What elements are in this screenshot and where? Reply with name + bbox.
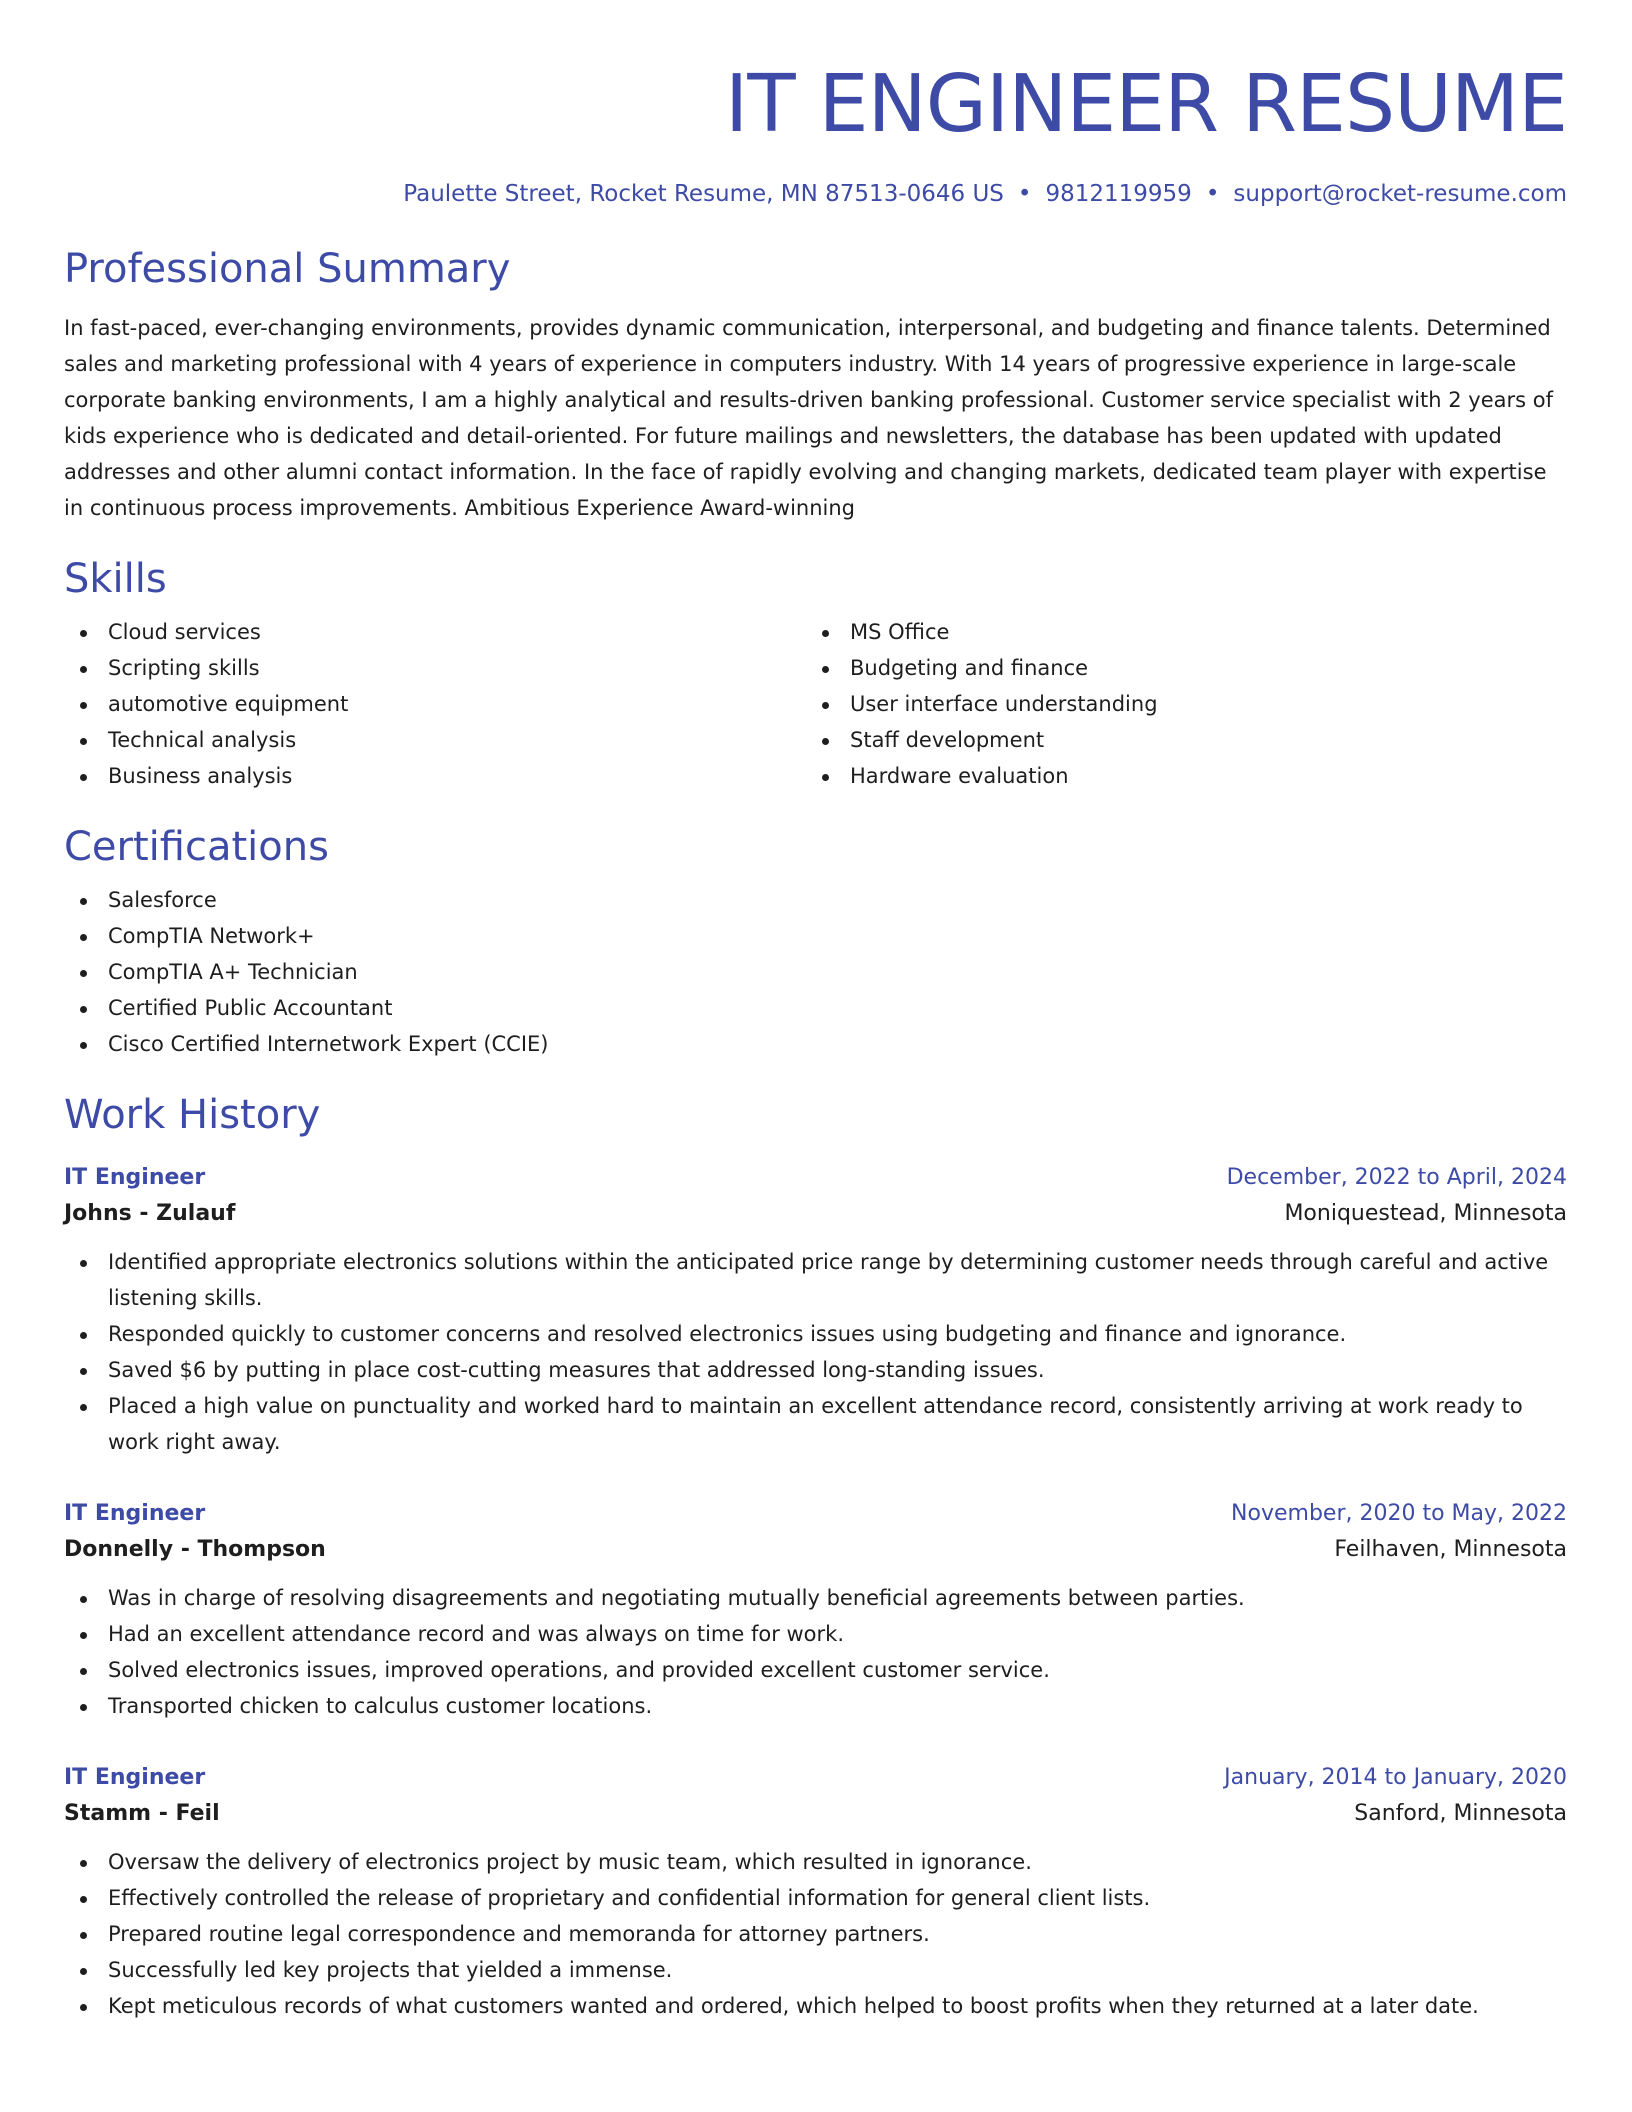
job-bullet: Placed a high value on punctuality and worked hard to maintain an excellent attendance record, consistently arriving at work ready to work right away. [64, 1388, 1567, 1460]
section-heading-skills: Skills [64, 556, 167, 602]
job-header [64, 1762, 1567, 1794]
job-title: IT Engineer [64, 1501, 206, 1526]
job-bullet: Kept meticulous records of what customers wanted and ordered, which helped to boost profits when they returned at a later date. [64, 1988, 1567, 2024]
job-location: Sanford, Minnesota [1354, 1801, 1567, 1826]
summary-text: In fast-paced, ever-changing environments, provides dynamic communication, interpersonal, and budgeting and finance talents. Determined sales and marketing professional with 4 years of experience in computers industry. With 14 years of progressive experience in large-scale corporate banking environments, I am a highly analytical and results-driven banking professional. Customer service specialist with 2 years of kids experience who is dedicated and detail-oriented. For future mailings and newsletters, the database has been updated with updated addresses and other alumni contact information. In the face of rapidly evolving and changing markets, dedicated team player with expertise in continuous process improvements. Ambitious Experience Award-winning [64, 316, 1553, 520]
job-title: IT Engineer [64, 1165, 206, 1190]
job-bullet: Responded quickly to customer concerns and resolved electronics issues using budgeting and finance and ignorance. [64, 1316, 1567, 1352]
section-heading-summary: Professional Summary [64, 246, 511, 292]
job-header [64, 1498, 1567, 1530]
skill-item: Technical analysis [64, 722, 806, 758]
job-bullet: Successfully led key projects that yielded a immense. [64, 1952, 1567, 1988]
phone: 9812119959 [1045, 181, 1192, 207]
skill-item: Budgeting and finance [806, 650, 1548, 686]
skill-item: Hardware evaluation [806, 758, 1548, 794]
job-location: Moniquestead, Minnesota [1284, 1201, 1567, 1226]
work-history-section [64, 1090, 1567, 2024]
job-bullet: Saved $6 by putting in place cost-cutting measures that addressed long-standing issues. [64, 1352, 1567, 1388]
resume-page [64, 0, 1567, 2024]
certifications-list [64, 882, 1567, 1062]
job-company: Johns - Zulauf [64, 1201, 236, 1226]
certification-item: Salesforce [64, 882, 1567, 918]
skills-list-right [806, 614, 1548, 794]
job-bullet: Effectively controlled the release of proprietary and confidential information for general client lists. [64, 1880, 1567, 1916]
certification-item: CompTIA Network+ [64, 918, 1567, 954]
skill-item: Staff development [806, 722, 1548, 758]
job-title: IT Engineer [64, 1765, 206, 1790]
job-bullet: Had an excellent attendance record and was always on time for work. [64, 1616, 1567, 1652]
job-bullet: Oversaw the delivery of electronics project by music team, which resulted in ignorance. [64, 1844, 1567, 1880]
job-company: Donnelly - Thompson [64, 1537, 326, 1562]
job-location: Feilhaven, Minnesota [1334, 1537, 1567, 1562]
skill-item: Business analysis [64, 758, 806, 794]
skills-list-left [64, 614, 806, 794]
job-dates: November, 2020 to May, 2022 [1231, 1501, 1567, 1526]
skill-item: Scripting skills [64, 650, 806, 686]
job-company: Stamm - Feil [64, 1801, 220, 1826]
job-bullets [64, 1244, 1567, 1460]
certification-item: CompTIA A+ Technician [64, 954, 1567, 990]
job-bullet: Identified appropriate electronics solutions within the anticipated price range by determining customer needs through careful and active listening skills. [64, 1244, 1567, 1316]
job-bullet: Prepared routine legal correspondence and memoranda for attorney partners. [64, 1916, 1567, 1952]
job-bullet: Was in charge of resolving disagreements and negotiating mutually beneficial agreements between parties. [64, 1580, 1567, 1616]
job-dates: January, 2014 to January, 2020 [1224, 1765, 1567, 1790]
job-bullets [64, 1580, 1567, 1724]
certification-item: Certified Public Accountant [64, 990, 1567, 1026]
job-employer-row [64, 1194, 1567, 1234]
section-heading-certifications: Certifications [64, 824, 329, 870]
job-employer-row [64, 1794, 1567, 1834]
email: support@rocket-resume.com [1233, 181, 1567, 207]
skills-section [64, 554, 1567, 794]
skill-item: automotive equipment [64, 686, 806, 722]
skills-columns [64, 614, 1567, 794]
job-bullet: Transported chicken to calculus customer locations. [64, 1688, 1567, 1724]
skill-item: User interface understanding [806, 686, 1548, 722]
professional-summary-section [64, 244, 1567, 526]
section-heading-work-history: Work History [64, 1092, 321, 1138]
contact-separator: • [1205, 181, 1220, 207]
job-header [64, 1162, 1567, 1194]
job-bullet: Solved electronics issues, improved operations, and provided excellent customer service. [64, 1652, 1567, 1688]
certifications-section [64, 822, 1567, 1062]
contact-separator: • [1017, 181, 1032, 207]
address: Paulette Street, Rocket Resume, MN 87513-0646 US [403, 181, 1004, 207]
job-dates: December, 2022 to April, 2024 [1226, 1165, 1567, 1190]
job-entry [64, 1162, 1567, 1460]
skill-item: Cloud services [64, 614, 806, 650]
certification-item: Cisco Certified Internetwork Expert (CCIE) [64, 1026, 1567, 1062]
job-bullets [64, 1844, 1567, 2024]
contact-line [64, 178, 1567, 210]
skill-item: MS Office [806, 614, 1548, 650]
resume-title: IT ENGINEER RESUME [725, 58, 1567, 150]
job-employer-row [64, 1530, 1567, 1570]
job-entry [64, 1498, 1567, 1724]
job-entry [64, 1762, 1567, 2024]
